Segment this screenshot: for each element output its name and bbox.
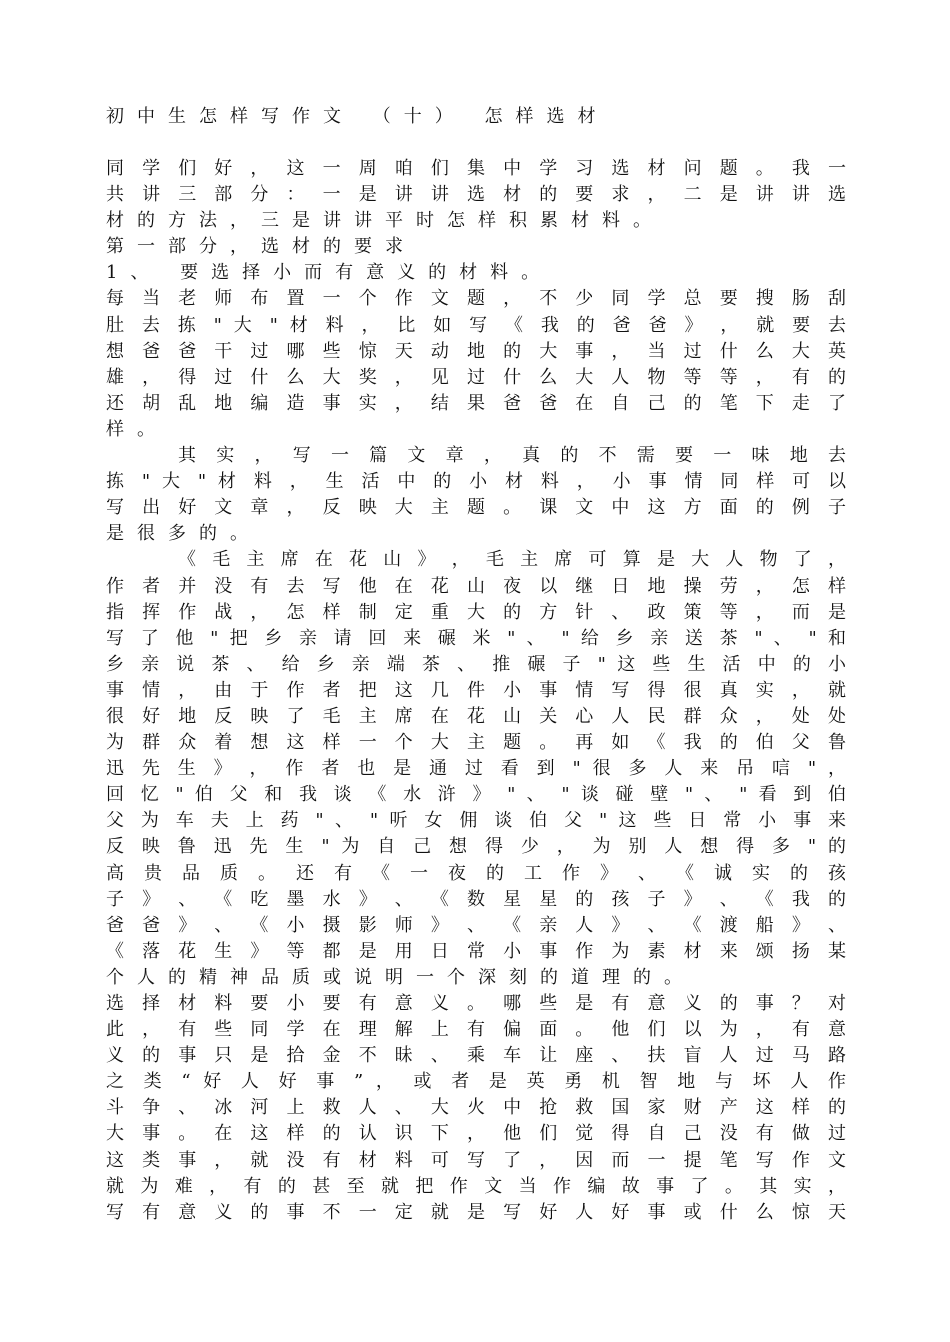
text-line: 迅 先 生 》 ， 作 者 也 是 通 过 看 到 " 很 多 人 来 吊 唁 " ， <box>106 758 846 780</box>
text-line: 这 类 事 ， 就 没 有 材 料 可 写 了 ， 因 而 一 提 笔 写 作 文 <box>106 1149 846 1171</box>
text-line: 很 好 地 反 映 了 毛 主 席 在 花 山 关 心 人 民 群 众 ， 处 处 <box>106 705 846 727</box>
text-line: 大 事 。 在 这 样 的 认 识 下 ， 他 们 觉 得 自 己 没 有 做 过 <box>106 1123 846 1145</box>
text-line: 乡 亲 说 茶 、 给 乡 亲 端 茶 、 推 碾 子 " 这 些 生 活 中 的 小 <box>106 653 846 675</box>
text-line: 是很多的。 <box>106 523 261 545</box>
text-line: 子 》 、 《 吃 墨 水 》 、 《 数 星 星 的 孩 子 》 、 《 我 的 <box>106 888 846 910</box>
text-line: 个人的精神品质或说明一个深刻的道理的。 <box>106 966 695 988</box>
text-line: 写 出 好 文 章 ， 反 映 大 主 题 。 课 文 中 这 方 面 的 例 子 <box>106 497 846 519</box>
text-line: 此 ， 有 些 同 学 在 理 解 上 有 偏 面 。 他 们 以 为 ， 有 意 <box>106 1019 846 1041</box>
text-line: 爸 爸 》 、 《 小 摄 影 师 》 、 《 亲 人 》 、 《 渡 船 》 、 <box>106 914 846 936</box>
text-line: 写 了 他 " 把 乡 亲 请 回 来 碾 米 " 、 " 给 乡 亲 送 茶 " 、 " 和 <box>106 627 846 649</box>
text-line: 之 类 “ 好 人 好 事 ” ， 或 者 是 英 勇 机 智 地 与 坏 人 作 <box>106 1071 846 1093</box>
text-line: 材的方法，三是讲讲平时怎样积累材料。 <box>106 210 664 232</box>
text-line: 父 为 车 夫 上 药 " 、 " 听 女 佣 谈 伯 父 " 这 些 日 常 小 事 来 <box>106 810 846 832</box>
text-line: 写 有 意 义 的 事 不 一 定 就 是 写 好 人 好 事 或 什 么 惊 天 <box>106 1201 846 1223</box>
document-body <box>106 156 846 1226</box>
text-line: 指 挥 作 战 ， 怎 样 制 定 重 大 的 方 针 、 政 策 等 ， 而 是 <box>106 601 846 623</box>
text-line: 第一部分，选材的要求 <box>106 236 416 258</box>
text-line: 1、 要选择小而有意义的材料。 <box>106 262 553 284</box>
text-line: 同 学 们 好 ， 这 一 周 咱 们 集 中 学 习 选 材 问 题 。 我 一 <box>106 158 846 179</box>
text-line: 就 为 难 ， 有 的 甚 至 就 把 作 文 当 作 编 故 事 了 。 其 实 ， <box>106 1175 846 1197</box>
text-line: 回 忆 " 伯 父 和 我 谈 《 水 浒 》 " 、 " 谈 碰 壁 " 、 " 看 到 伯 <box>106 784 846 806</box>
text-line: 作 者 并 没 有 去 写 他 在 花 山 夜 以 继 日 地 操 劳 ， 怎 样 <box>106 575 846 597</box>
text-line: 选 择 材 料 要 小 要 有 意 义 。 哪 些 是 有 意 义 的 事 ？ 对 <box>106 993 846 1014</box>
text-line: 义 的 事 只 是 拾 金 不 昧 、 乘 车 让 座 、 扶 盲 人 过 马 路 <box>106 1045 846 1067</box>
text-line: 样。 <box>106 418 168 440</box>
text-line: 想 爸 爸 干 过 哪 些 惊 天 动 地 的 大 事 ， 当 过 什 么 大 英 <box>106 340 846 362</box>
text-line: 共 讲 三 部 分 ： 一 是 讲 讲 选 材 的 要 求 ， 二 是 讲 讲 选 <box>106 184 846 206</box>
text-line: 反 映 鲁 迅 先 生 " 为 自 己 想 得 少 ， 为 别 人 想 得 多 " 的 <box>106 836 846 858</box>
text-line: 还 胡 乱 地 编 造 事 实 ， 结 果 爸 爸 在 自 己 的 笔 下 走 了 <box>106 392 846 414</box>
text-line: 雄 ， 得 过 什 么 大 奖 ， 见 过 什 么 大 人 物 等 等 ， 有 的 <box>106 366 846 388</box>
text-line: 《 落 花 生 》 等 都 是 用 日 常 小 事 作 为 素 材 来 颂 扬 某 <box>106 940 846 962</box>
document-title: 初中生怎样写作文 （十） 怎样选材 <box>106 106 609 127</box>
text-line: 高 贵 品 质 。 还 有 《 一 夜 的 工 作 》 、 《 诚 实 的 孩 <box>106 862 846 884</box>
text-line: 拣 " 大 " 材 料 ， 生 活 中 的 小 材 料 ， 小 事 情 同 样 可 以 <box>106 471 846 493</box>
text-line: 《 毛 主 席 在 花 山 》 ， 毛 主 席 可 算 是 大 人 物 了 ， <box>178 549 846 571</box>
text-line: 每 当 老 师 布 置 一 个 作 文 题 ， 不 少 同 学 总 要 搜 肠 刮 <box>106 288 846 310</box>
text-line: 为 群 众 着 想 这 样 一 个 大 主 题 。 再 如 《 我 的 伯 父 鲁 <box>106 732 846 754</box>
text-line: 肚 去 拣 " 大 " 材 料 ， 比 如 写 《 我 的 爸 爸 》 ， 就 要 去 <box>106 314 846 336</box>
text-line: 事 情 ， 由 于 作 者 把 这 几 件 小 事 情 写 得 很 真 实 ， 就 <box>106 679 846 701</box>
text-line: 斗 争 、 冰 河 上 救 人 、 大 火 中 抢 救 国 家 财 产 这 样 的 <box>106 1097 846 1119</box>
text-line: 其 实 ， 写 一 篇 文 章 ， 真 的 不 需 要 一 味 地 去 <box>178 445 846 467</box>
